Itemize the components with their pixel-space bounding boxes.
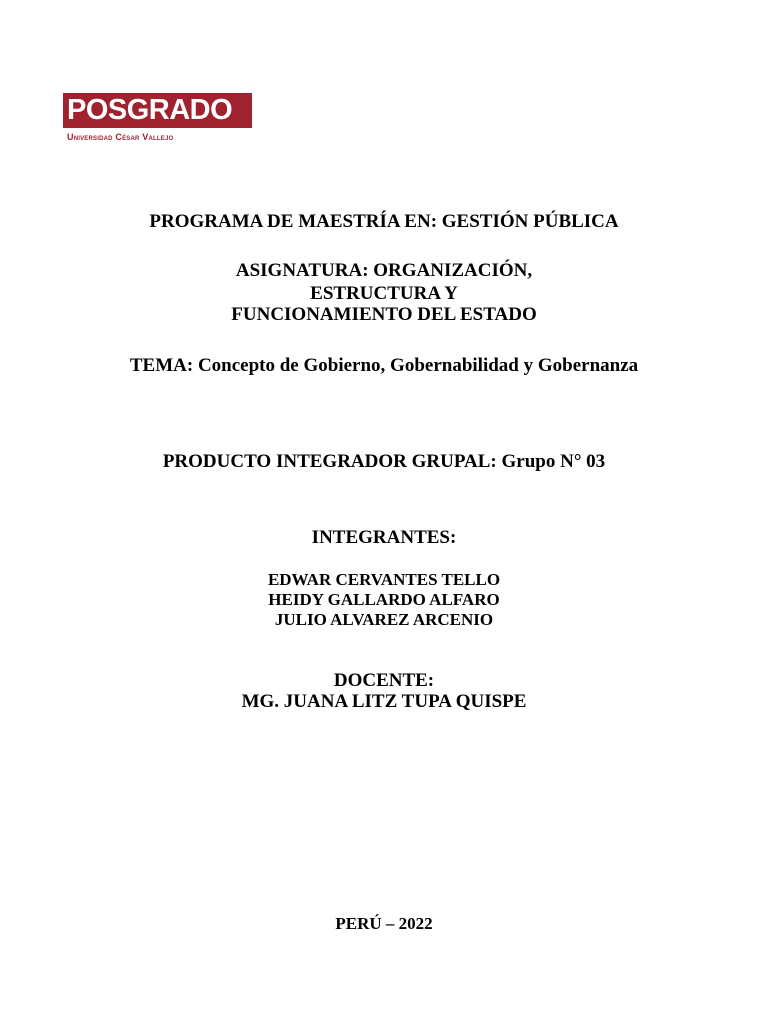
member-3: JULIO ALVAREZ ARCENIO: [274, 610, 494, 629]
member-1: EDWAR CERVANTES TELLO: [267, 570, 501, 589]
members-heading: INTEGRANTES:: [311, 527, 457, 548]
subject-line-3: FUNCIONAMIENTO DEL ESTADO: [231, 304, 537, 325]
teacher-name: MG. JUANA LITZ TUPA QUISPE: [241, 691, 527, 712]
logo-subtitle: Universidad César Vallejo: [67, 132, 174, 142]
program-title: PROGRAMA DE MAESTRÍA EN: GESTIÓN PÚBLICA: [149, 211, 619, 232]
subject-line-2: ESTRUCTURA Y: [310, 283, 458, 304]
logo-title: POSGRADO: [63, 93, 252, 128]
member-2: HEIDY GALLARDO ALFARO: [268, 590, 500, 609]
footer-location-year: PERÚ – 2022: [335, 914, 433, 933]
posgrado-logo: [63, 93, 253, 142]
subject-line-1: ASIGNATURA: ORGANIZACIÓN,: [235, 260, 533, 281]
topic-label: TEMA:: [129, 355, 194, 376]
topic: [0, 355, 768, 377]
topic-text: Concepto de Gobierno, Gobernabilidad y Gobernanza: [197, 355, 639, 376]
product-title: PRODUCTO INTEGRADOR GRUPAL: Grupo N° 03: [162, 451, 606, 472]
teacher-heading: DOCENTE:: [333, 670, 435, 691]
